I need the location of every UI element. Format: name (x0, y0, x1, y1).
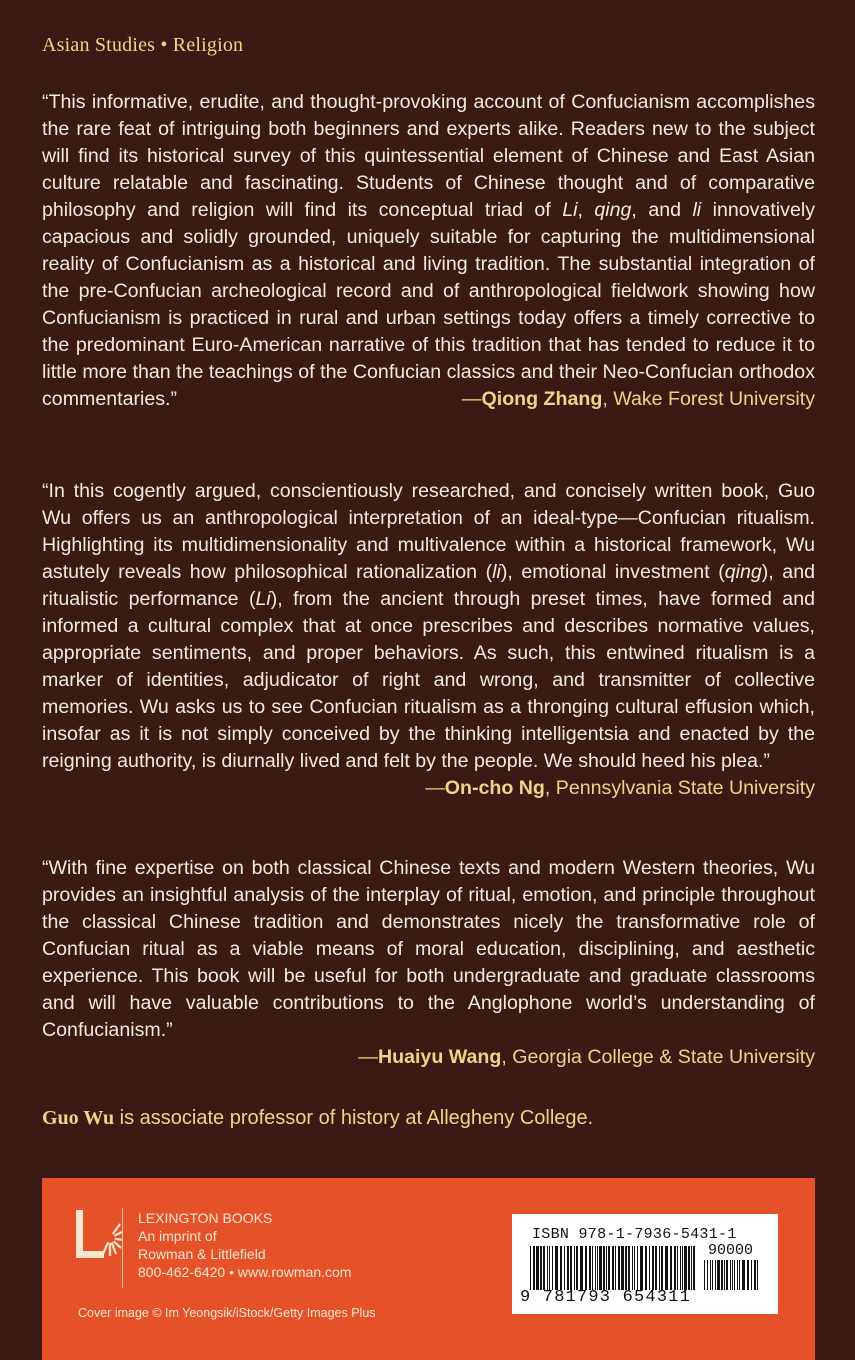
publisher-info (138, 1209, 351, 1281)
barcode-bar (564, 1246, 565, 1290)
barcode-bars-addon (704, 1260, 760, 1290)
reviewer-affiliation: , Wake Forest University (602, 388, 815, 410)
barcode-bar (670, 1246, 672, 1290)
barcode-bar (712, 1260, 713, 1290)
barcode-bar (592, 1246, 593, 1290)
cover-image-credit: Cover image © Im Yeongsik/iStock/Getty Images Plus (78, 1306, 376, 1320)
review-quote-1-text: “This informative, erudite, and thought-provoking account of Confucianism accomplishes the rare feat of intriguing both beginners and experts alike. Readers new to the subject will find its historical survey of this quintessential element of Chinese and East Asian culture relatable and fascinating. Students of Chinese thought and of comparative philosophy and religion will find its conceptual triad of Li, qing, and li innovatively capacious and solidly grounded, uniquely suitable for capturing the multidimensional reality of Confucianism as a historical and living tradition. The substantial integration of the pre-Confucian archeological record and of anthropological fieldwork showing how Confucianism is practiced in rural and urban settings today offers a timely corrective to the predominant Euro-American narrative of this tradition that has tended to reduce it to little more than the teachings of the Confucian classics and their Neo-Confucian orthodox commentaries.” —Qiong Zhang, Wake Forest University (42, 89, 815, 413)
barcode-bar (533, 1246, 535, 1290)
barcode-bar (757, 1260, 758, 1290)
barcode-bar (754, 1260, 756, 1290)
barcode-bar (612, 1246, 614, 1290)
reviewer-name: Qiong Zhang (481, 388, 603, 410)
isbn-barcode (512, 1214, 778, 1314)
barcode-bar (595, 1246, 596, 1290)
barcode-bar (682, 1246, 683, 1290)
publisher-imprint: An imprint of (138, 1228, 217, 1244)
barcode-bar (688, 1246, 690, 1290)
barcode-bar (589, 1246, 591, 1290)
publisher-name: LEXINGTON BOOKS (138, 1210, 273, 1226)
barcode-bar (751, 1260, 752, 1290)
barcode-bar (659, 1246, 660, 1290)
barcode-bar (640, 1246, 643, 1290)
barcode-bar (707, 1260, 708, 1290)
barcode-bar (608, 1246, 610, 1290)
barcode-bar (547, 1246, 548, 1290)
barcode-bar (737, 1260, 738, 1290)
barcode-bar (637, 1246, 638, 1290)
barcode-bar (615, 1246, 616, 1290)
reviewer-affiliation: , Pennsylvania State University (544, 777, 815, 799)
barcode-bar (618, 1246, 620, 1290)
barcode-bar (625, 1246, 627, 1290)
barcode-bar (645, 1246, 647, 1290)
barcode-bar (691, 1246, 692, 1290)
barcode-bar (549, 1246, 550, 1290)
review-quote-1 (42, 89, 815, 413)
barcode-bar (717, 1260, 720, 1290)
review-quote-3-text: “With fine expertise on both classical Chinese texts and modern Western theories, Wu provides an insightful analysis of the interplay of ritual, emotion, and principle throughout the classical Chinese tradition and demonstrates nicely the transformative role of Confucian ritual as a viable means of moral education, disciplining, and aesthetic experience. This book will be useful for both undergraduate and graduate classrooms and will have valuable contributions to the Anglophone world’s understanding of Confucianism.” (42, 857, 815, 1041)
barcode-bar (649, 1246, 650, 1290)
publisher-parent: Rowman & Littlefield (138, 1246, 266, 1262)
review-attribution-3: —Huaiyu Wang, Georgia College & State University (358, 1046, 815, 1068)
publisher-contact: 800-462-6420 • www.rowman.com (138, 1264, 352, 1280)
barcode-bar (540, 1246, 542, 1290)
barcode-bar (576, 1246, 578, 1290)
barcode-bar (574, 1246, 575, 1290)
review-quote-2 (42, 478, 815, 802)
barcode-bar (715, 1260, 716, 1290)
barcode-bar (621, 1246, 624, 1290)
barcode-bar (603, 1246, 605, 1290)
reviewer-affiliation: , Georgia College & State University (501, 1046, 815, 1068)
barcode-bars-main (530, 1246, 698, 1290)
barcode-bar (632, 1246, 633, 1290)
barcode-bar (726, 1260, 728, 1290)
barcode-bar (606, 1246, 607, 1290)
barcode-bar (674, 1246, 676, 1290)
barcode-bar (693, 1246, 695, 1290)
barcode-bar (732, 1260, 733, 1290)
barcode-bar (652, 1246, 654, 1290)
barcode-bar (742, 1260, 745, 1290)
barcode-bar (661, 1246, 663, 1290)
lexington-logo-icon (76, 1208, 124, 1264)
barcode-bar (580, 1246, 583, 1290)
category-label: Asian Studies • Religion (42, 34, 244, 56)
barcode-bar (730, 1260, 731, 1290)
review-quote-3 (42, 855, 815, 1071)
barcode-bar (552, 1246, 553, 1290)
barcode-bar (555, 1246, 558, 1290)
barcode-bar (684, 1246, 687, 1290)
barcode-bar (721, 1260, 723, 1290)
review-attribution-1: —Qiong Zhang, Wake Forest University (461, 388, 815, 410)
isbn-number: ISBN 978-1-7936-5431-1 (532, 1226, 737, 1243)
barcode-bar (570, 1246, 572, 1290)
barcode-bar (747, 1260, 749, 1290)
publisher-divider (122, 1208, 123, 1288)
barcode-bar (710, 1260, 711, 1290)
barcode-bar (665, 1246, 668, 1290)
barcode-bar (543, 1246, 545, 1290)
barcode-bar (599, 1246, 602, 1290)
barcode-bar (677, 1246, 678, 1290)
reviewer-name: Huaiyu Wang (377, 1046, 502, 1068)
publisher-footer (42, 1178, 815, 1360)
barcode-bar (585, 1246, 587, 1290)
review-quote-2-text: “In this cogently argued, conscientiously researched, and concisely written book, Guo Wu offers us an anthropological interpretation of an ideal-type—Confucian ritualism. Highlighting its multidimensionality and multivalence within a historical framework, Wu astutely reveals how philosophical rationalization (li), emotional investment (qing), and ritualistic performance (Li), from the ancient through preset times, have formed and informed a cultural complex that at once prescribes and describes normative values, appropriate sentiments, and proper behaviors. As such, this entwined ritualism is a marker of identities, adjudicator of right and wrong, and transmitter of collective memories. Wu asks us to see Confucian ritualism as a thronging cultural effusion which, insofar as it is not simply conceived by the thinking intelligentsia and enacted by the reigning authority, is diurnally lived and felt by the people. We should heed his plea.” (42, 480, 815, 772)
barcode-bar (680, 1246, 681, 1290)
barcode-bar (597, 1246, 598, 1290)
barcode-bar (739, 1260, 740, 1290)
barcode-bar (724, 1260, 725, 1290)
price-code: 90000 (708, 1242, 754, 1259)
review-attribution-2: —On-cho Ng, Pennsylvania State University (425, 777, 815, 799)
reviewer-name: On-cho Ng (444, 777, 545, 799)
barcode-bar (530, 1246, 531, 1290)
barcode-bar (628, 1246, 630, 1290)
barcode-bar (560, 1246, 562, 1290)
barcode-bar (655, 1246, 657, 1290)
barcode-bar (634, 1246, 635, 1290)
author-name: Guo Wu (42, 1107, 115, 1129)
barcode-bar (734, 1260, 735, 1290)
author-bio (42, 1107, 593, 1130)
author-bio-text: is associate professor of history at Allegheny College. (114, 1107, 594, 1129)
barcode-bar (704, 1260, 705, 1290)
ean-digits: 9 781793 654311 (520, 1288, 692, 1307)
barcode-bar (536, 1246, 539, 1290)
barcode-bar (567, 1246, 569, 1290)
